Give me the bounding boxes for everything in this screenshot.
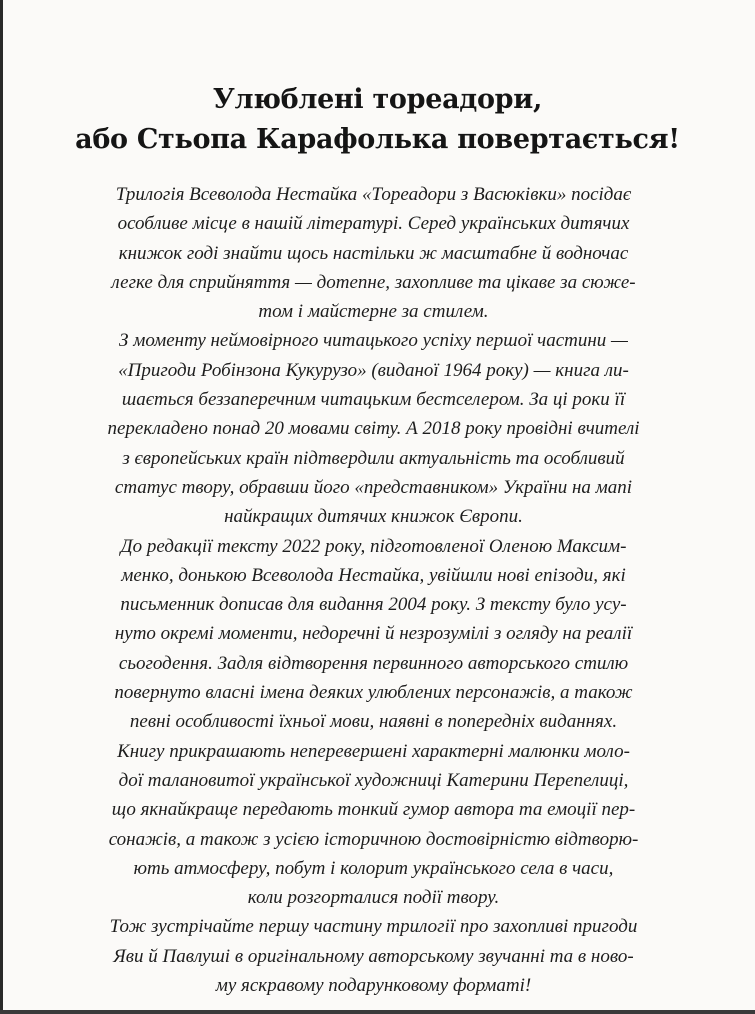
text-line: ють атмосферу, побут і колорит українського села в часи, [133,857,614,879]
text-line: сонажів, а також з усією історичною достовірністю відтворю- [108,828,639,850]
title-line-1: Улюблені тореадори, [212,84,543,115]
text-line: шається беззаперечним читацьким бестселером. За ці роки її [121,389,626,411]
text-line: Книгу прикрашають неперевершені характерні малюнки моло- [117,740,630,762]
text-line: З моменту неймовірного читацького успіху першої частини — [119,330,628,352]
text-line: До редакції тексту 2022 року, підготовленої Оленою Максим- [120,535,627,557]
page-bottom-edge [0,1010,755,1014]
text-line: книжок годі знайти щось настільки ж масштабне й водночас [118,242,629,264]
page-title [0,80,755,160]
text-line: легке для сприйняття — дотепне, захопливе та цікаве за сюже- [111,271,636,293]
text-line: найкращих дитячих книжок Європи. [224,506,523,528]
text-line: повернуто власні імена деяких улюблених персонажів, а також [114,682,633,704]
text-line: нуто окремі моменти, недоречні й незрозумілі з огляду на реалії [114,623,633,645]
text-line: «Пригоди Робінзона Кукурузо» (виданої 1964 року) — книга ли- [118,359,629,381]
text-line: письменник дописав для видання 2004 року. З тексту було усу- [120,594,627,616]
text-line: Тож зустрічайте першу частину трилогії про захопливі пригоди [109,916,638,938]
text-line: певні особливості їхньої мови, наявні в попередніх виданнях. [129,711,618,733]
text-line: коли розгорталися події твору. [247,887,500,909]
text-line: з європейських країн підтвердили актуальність та особливий [122,447,625,469]
text-line: перекладено понад 20 мовами світу. А 2018 року провідні вчителі [107,418,640,440]
text-line: дої талановитої української художниці Катерини Перепелиці, [118,769,629,791]
text-line: особливе місце в нашій літературі. Серед українських дитячих [117,213,630,235]
text-line: що якнайкраще передають тонкий гумор автора та емоції пер- [111,799,636,821]
text-line: том і майстерне за стилем. [258,301,489,323]
title-line-2: або Стьопа Карафолька повертається! [75,124,680,155]
text-line: му яскравому подарунковому форматі! [215,975,532,997]
text-line: сьогодення. Задля відтворення первинного авторського стилю [118,652,629,674]
annotation-text [96,180,651,1000]
text-line: менко, донькою Всеволода Нестайка, увійшли нові епізоди, які [121,564,626,586]
text-line: Яви й Павлуші в оригінальному авторському звучанні та в ново- [113,945,634,967]
text-line: Трилогія Всеволода Нестайка «Тореадори з Васюківки» посідає [115,184,632,205]
text-line: статус твору, обравши його «представником» України на мапі [114,476,633,498]
